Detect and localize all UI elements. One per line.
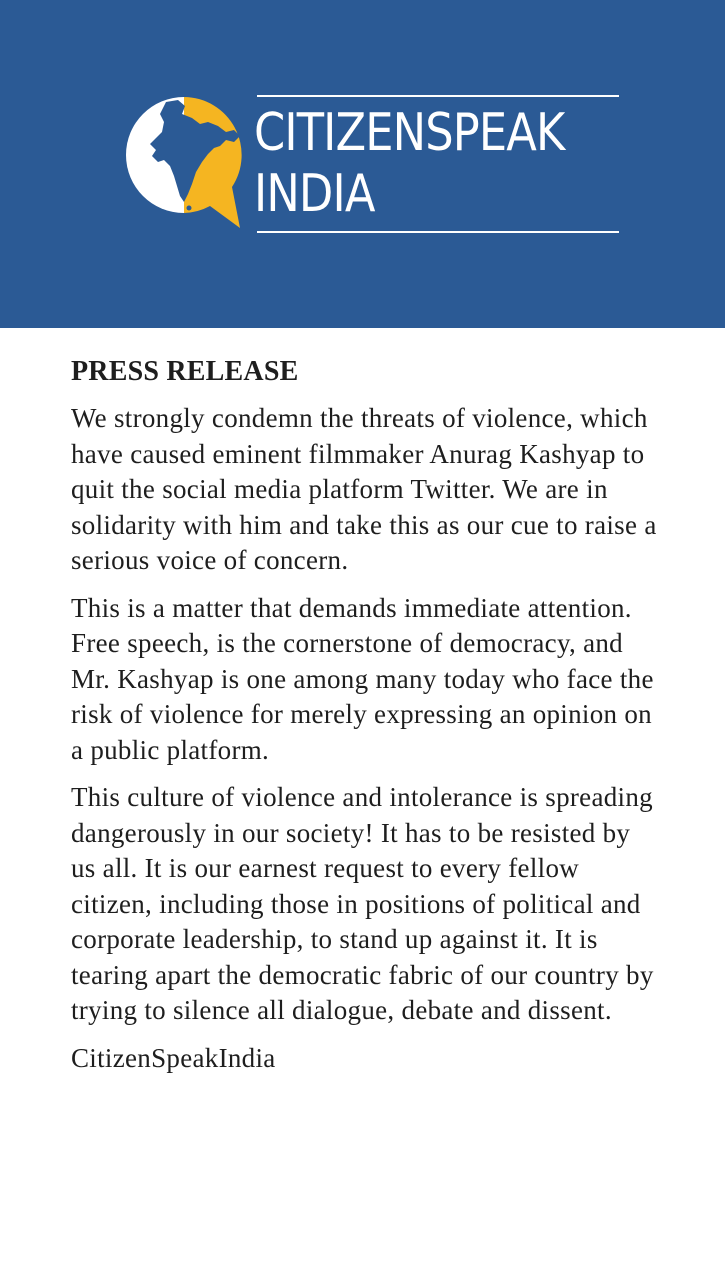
speech-bubble-india-map-icon xyxy=(122,92,252,232)
paragraph-2: This is a matter that demands immediate attention. Free speech, is the cornerstone of democracy, and Mr. Kashyap is one among many today who face the risk of violence for merely expressing an opinion on a public platform. xyxy=(71,592,654,765)
paragraph-3: This culture of violence and intolerance is spreading dangerously in our society! It has to be resisted by us all. It is our earnest request to every fellow citizen, including those in positions of political and corporate leadership, to stand up against it. It is tearing apart the democratic fabric of our country by trying to silence all dialogue, debate and dissent. xyxy=(71,782,654,1025)
paragraph-1: We strongly condemn the threats of violence, which have caused eminent filmmaker Anurag Kashyap to quit the social media platform Twitter. We are in solidarity with him and take this as our cue to raise a serious voice of concern. xyxy=(71,403,657,575)
logo-top-rule xyxy=(257,95,619,97)
document-title: PRESS RELEASE xyxy=(71,356,299,387)
header-banner xyxy=(0,0,725,328)
press-release-body xyxy=(71,355,661,1076)
logo-bottom-rule xyxy=(257,231,619,233)
logo-text-line1: CITIZENSPEAK xyxy=(254,103,565,163)
signature: CitizenSpeakIndia xyxy=(71,1042,276,1073)
logo-text-line2: INDIA xyxy=(254,164,375,224)
